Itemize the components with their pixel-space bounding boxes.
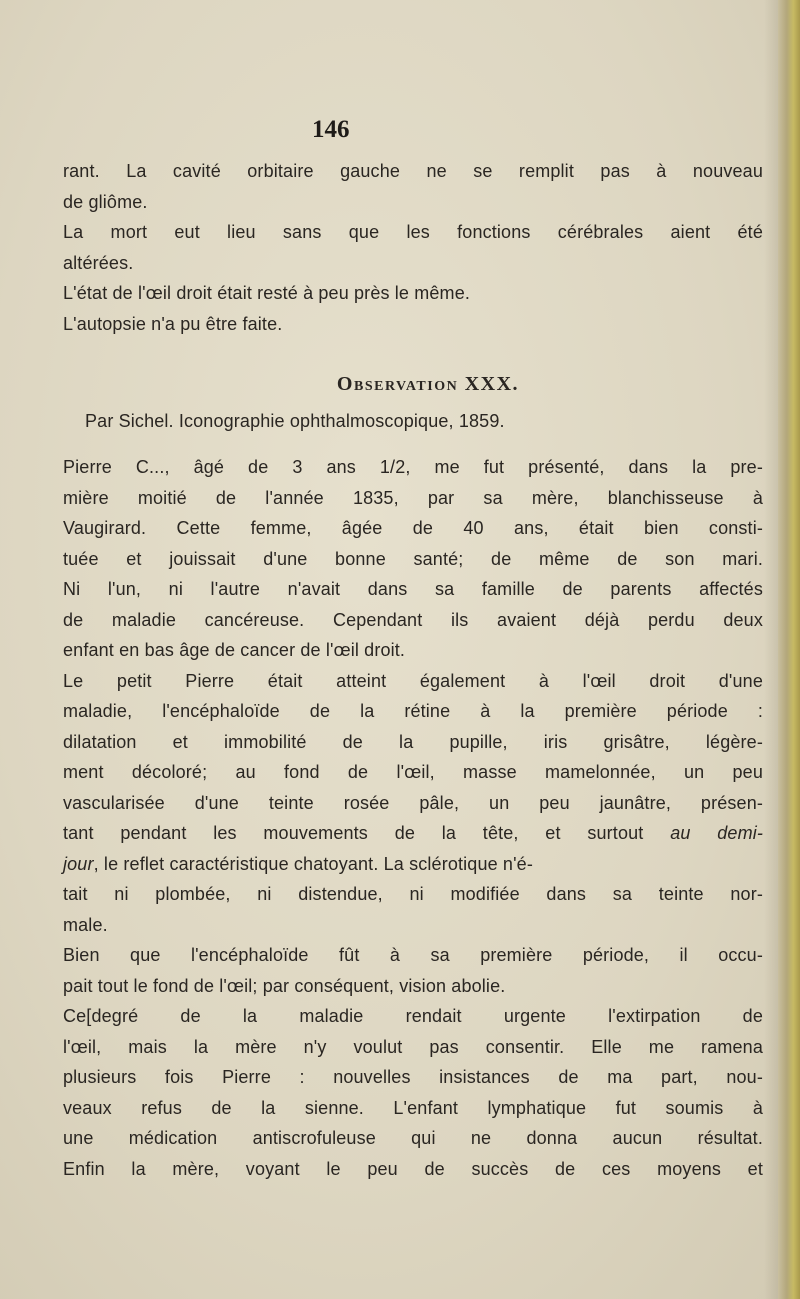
observation-title: Observation XXX.: [336, 373, 520, 395]
text-line: Vaugirard. Cette femme, âgée de 40 ans, était bien consti-: [63, 518, 763, 538]
text-line: de gliôme.: [63, 191, 148, 212]
text-line: mière moitié de l'année 1835, par sa mère, blanchisseuse à: [63, 487, 763, 508]
text-line: Enfin la mère, voyant le peu de succès de ces moyens et: [63, 1158, 763, 1179]
text-line: tuée et jouissait d'une bonne santé; de même de son mari.: [63, 548, 763, 569]
text-line: Bien que l'encéphaloïde fût à sa première période, il occu-: [63, 945, 763, 965]
text-line-mixed: [63, 818, 763, 849]
text-line-mixed: [63, 849, 763, 880]
text-line: l'œil, mais la mère n'y voulut pas consentir. Elle me ramena: [63, 1036, 763, 1057]
text-line: rant. La cavité orbitaire gauche ne se remplit pas à nouveau: [63, 161, 763, 181]
text-line: pait tout le fond de l'œil; par conséquent, vision abolie.: [63, 975, 506, 996]
text-line: enfant en bas âge de cancer de l'œil droit.: [63, 640, 406, 660]
text-line: Pierre C..., âgé de 3 ans 1/2, me fut présenté, dans la pre-: [63, 457, 763, 477]
page-number: 146: [312, 116, 350, 143]
text-line: Ce[degré de la maladie rendait urgente l'extirpation de: [63, 1006, 763, 1026]
text-line: veaux refus de la sienne. L'enfant lymphatique fut soumis à: [63, 1097, 763, 1118]
italic-segment: au demi-: [670, 823, 764, 843]
text-line: Le petit Pierre était atteint également à l'œil droit d'une: [63, 670, 763, 691]
text-line: vascularisée d'une teinte rosée pâle, un peu jaunâtre, présen-: [63, 792, 763, 813]
page-gutter-shadow: [764, 0, 778, 1299]
text-line: Ni l'un, ni l'autre n'avait dans sa famille de parents affectés: [63, 579, 763, 599]
text-line: male.: [63, 914, 108, 935]
italic-segment: jour: [63, 853, 94, 874]
text-segment: tant pendant les mouvements de la tête, et surtout: [63, 823, 644, 843]
text-segment: , le reflet caractéristique chatoyant. La sclérotique n'é-: [93, 853, 533, 874]
text-line: La mort eut lieu sans que les fonctions cérébrales aient été: [63, 222, 763, 242]
text-line: tait ni plombée, ni distendue, ni modifiée dans sa teinte nor-: [63, 884, 763, 904]
text-line: maladie, l'encéphaloïde de la rétine à la première période :: [63, 701, 763, 721]
page-edge: [778, 0, 800, 1299]
text-line: dilatation et immobilité de la pupille, iris grisâtre, légère-: [63, 731, 763, 752]
observation-source: Par Sichel. Iconographie ophthalmoscopique, 1859.: [85, 410, 505, 431]
page-body: [63, 156, 763, 1184]
text-line: altérées.: [63, 252, 134, 273]
text-line: ment décoloré; au fond de l'œil, masse mamelonnée, un peu: [63, 762, 763, 782]
text-line: de maladie cancéreuse. Cependant ils avaient déjà perdu deux: [63, 609, 763, 630]
text-line: L'état de l'œil droit était resté à peu près le même.: [63, 283, 471, 303]
text-line: L'autopsie n'a pu être faite.: [63, 313, 283, 334]
text-line: une médication antiscrofuleuse qui ne donna aucun résultat.: [63, 1128, 763, 1148]
text-line: plusieurs fois Pierre : nouvelles insistances de ma part, nou-: [63, 1067, 763, 1087]
